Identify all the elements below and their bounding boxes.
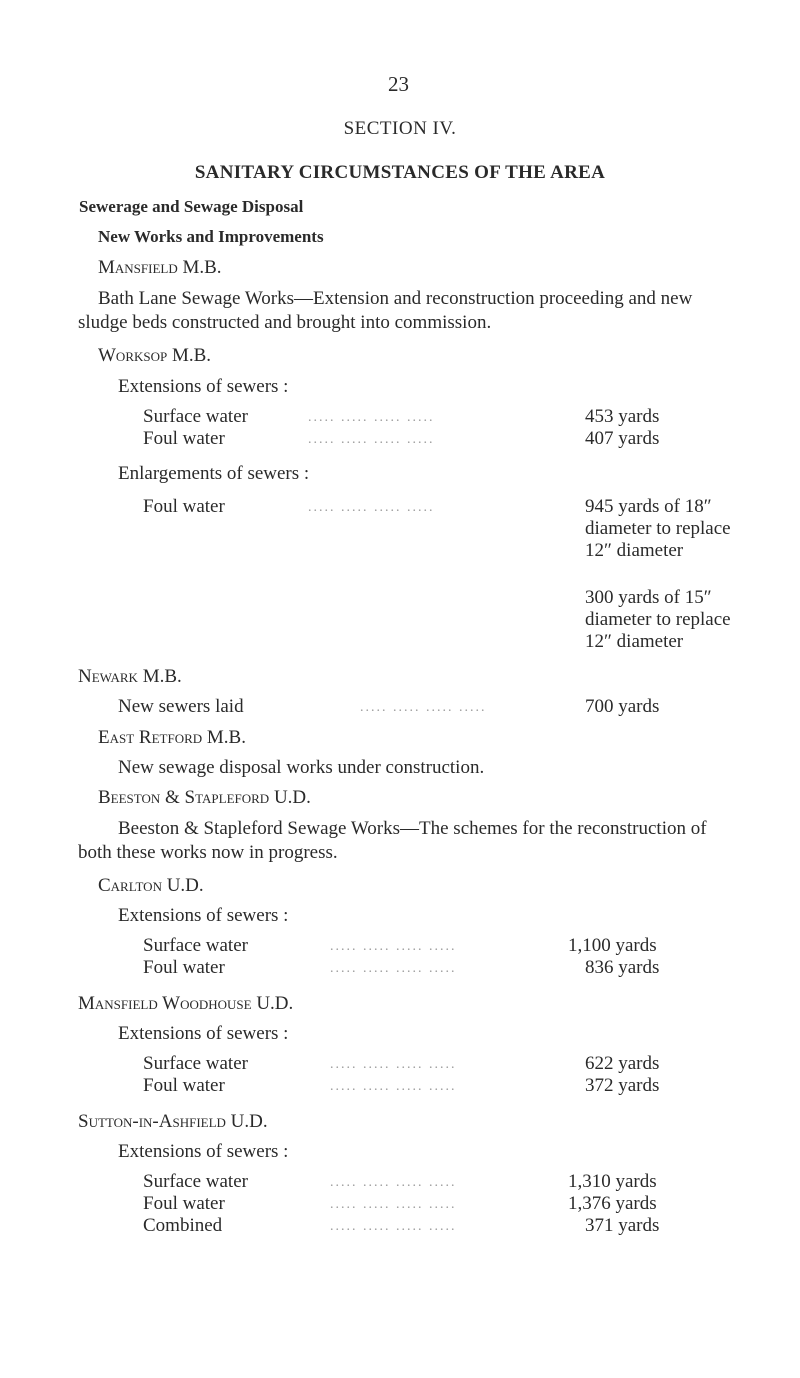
worksop-enl-value-1: 945 yards of 18″ diameter to replace 12″ diameter — [585, 496, 731, 561]
newark-label: New sewers laid — [118, 696, 244, 717]
section-heading: SECTION IV. — [343, 118, 457, 139]
worksop-enl-value-2: 300 yards of 15″ diameter to replace 12″ diameter — [585, 587, 731, 652]
district-mansfield-woodhouse: Mansfield Woodhouse U.D. — [78, 993, 294, 1014]
leader-dots: ..... ..... ..... ..... — [308, 432, 435, 447]
sutton-ext-label: Extensions of sewers : — [118, 1141, 289, 1162]
leader-dots: ..... ..... ..... ..... — [360, 700, 487, 715]
page-number: 23 — [388, 72, 409, 96]
newark-value: 700 yards — [585, 696, 660, 717]
mw-foul-value: 372 yards — [585, 1075, 660, 1096]
mw-ext-label: Extensions of sewers : — [118, 1023, 289, 1044]
worksop-enl-foul-label: Foul water — [143, 496, 225, 517]
district-beeston: Beeston & Stapleford U.D. — [98, 787, 311, 808]
worksop-foul-value: 407 yards — [585, 428, 660, 449]
sutton-foul-value: 1,376 yards — [568, 1193, 657, 1214]
carlton-surface-label: Surface water — [143, 935, 248, 956]
leader-dots: ..... ..... ..... ..... — [330, 1197, 457, 1212]
worksop-surface-value: 453 yards — [585, 406, 660, 427]
district-newark: Newark M.B. — [78, 666, 182, 687]
district-worksop: Worksop M.B. — [98, 345, 212, 366]
leader-dots: ..... ..... ..... ..... — [330, 1219, 457, 1234]
district-sutton: Sutton-in-Ashfield U.D. — [78, 1111, 268, 1132]
carlton-surface-value: 1,100 yards — [568, 935, 657, 956]
mansfield-text: Bath Lane Sewage Works—Extension and reconstruction proceeding and new sludge beds constructed and brought into commission. — [78, 288, 693, 333]
leader-dots: ..... ..... ..... ..... — [330, 1057, 457, 1072]
leader-dots: ..... ..... ..... ..... — [330, 1175, 457, 1190]
sutton-foul-label: Foul water — [143, 1193, 225, 1214]
district-carlton: Carlton U.D. — [98, 875, 204, 896]
sutton-surface-label: Surface water — [143, 1171, 248, 1192]
carlton-foul-value: 836 yards — [585, 957, 660, 978]
leader-dots: ..... ..... ..... ..... — [330, 961, 457, 976]
leader-dots: ..... ..... ..... ..... — [308, 500, 435, 515]
east-retford-text: New sewage disposal works under construction. — [118, 757, 485, 778]
district-east-retford: East Retford M.B. — [98, 727, 246, 748]
district-mansfield: Mansfield M.B. — [98, 257, 222, 278]
worksop-surface-label: Surface water — [143, 406, 248, 427]
mw-foul-label: Foul water — [143, 1075, 225, 1096]
leader-dots: ..... ..... ..... ..... — [330, 1079, 457, 1094]
carlton-foul-label: Foul water — [143, 957, 225, 978]
carlton-ext-label: Extensions of sewers : — [118, 905, 289, 926]
mw-surface-label: Surface water — [143, 1053, 248, 1074]
leader-dots: ..... ..... ..... ..... — [308, 410, 435, 425]
leader-dots: ..... ..... ..... ..... — [330, 939, 457, 954]
worksop-ext-label: Extensions of sewers : — [118, 376, 289, 397]
worksop-foul-label: Foul water — [143, 428, 225, 449]
subheading-new-works: New Works and Improvements — [98, 227, 324, 246]
beeston-text: Beeston & Stapleford Sewage Works—The schemes for the reconstruction of both these works now in progress. — [78, 818, 707, 863]
page-title: SANITARY CIRCUMSTANCES OF THE AREA — [194, 162, 606, 183]
sutton-combined-value: 371 yards — [585, 1215, 660, 1236]
worksop-enl-label: Enlargements of sewers : — [118, 463, 310, 484]
sutton-surface-value: 1,310 yards — [568, 1171, 657, 1192]
sutton-combined-label: Combined — [143, 1215, 223, 1236]
subheading-sewerage: Sewerage and Sewage Disposal — [79, 197, 304, 216]
mw-surface-value: 622 yards — [585, 1053, 660, 1074]
